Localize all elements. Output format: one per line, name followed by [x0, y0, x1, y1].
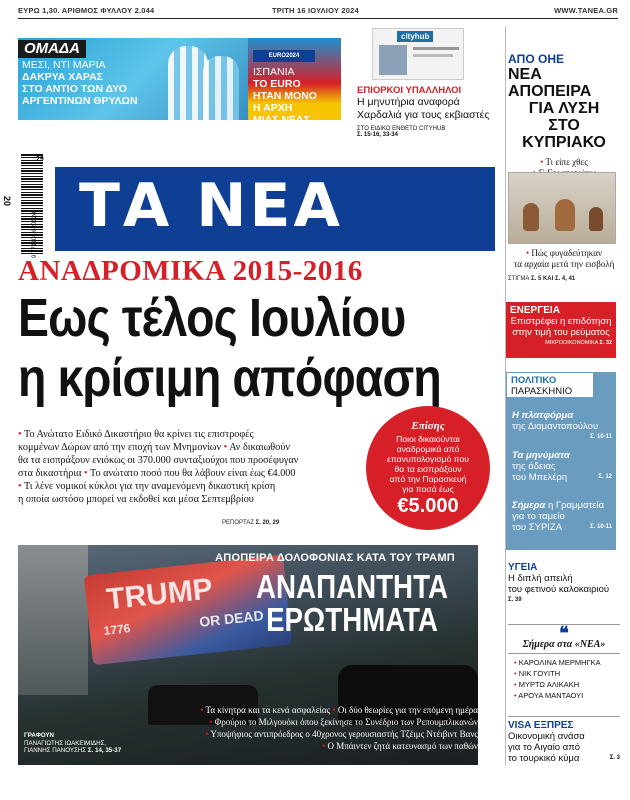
omada-right-line1: ΙΣΠΑΝΙΑ	[253, 66, 295, 78]
trump-bullet-row: • Τα κίνητρα και τα κενά ασφαλείας • Οι δύο θεωρίες για την επόμενη ημέρα	[200, 705, 478, 715]
energy-pages: Σ. 32	[599, 340, 612, 346]
cityhub-cover	[372, 28, 464, 80]
cityhub-kicker: ΕΠΙΟΡΚΟΙ ΥΠΑΛΛΗΛΟΙ	[357, 85, 462, 96]
circle-amount: €5.000	[397, 495, 459, 517]
health-text2: του φετινού καλοκαιριού	[508, 584, 610, 595]
pol3-c: για το ταμείο	[512, 511, 565, 522]
cityhub-logo: cityhub	[397, 31, 433, 42]
credit-pages: Σ. 14, 35-37	[87, 747, 122, 754]
trump-title-line1: ΑΝΑΠΑΝΤΗΤΑ	[256, 568, 448, 605]
pol2-pages: Σ. 12	[598, 474, 612, 480]
political-kicker2: ΠΑΡΑΣΚΗΝΙΟ	[511, 386, 573, 397]
energy-kicker: ΕΝΕΡΓΕΙΑ	[510, 305, 560, 316]
pol2-c: του Μπελέρη	[512, 472, 568, 483]
health-text1: Η διπλή απειλή	[508, 573, 573, 584]
pol3-pages: Σ. 10-11	[590, 524, 612, 530]
top-rule	[18, 18, 618, 19]
pol2-a: Τα μηνύματα	[512, 450, 570, 461]
omada-left-text	[22, 59, 138, 107]
today-item: • ΑΡΟΥΑ ΜΑΝΤΑΟΥΙ	[514, 691, 584, 700]
circle-label: Επίσης	[411, 420, 445, 432]
main-bullets	[18, 428, 368, 506]
today-name: ΚΑΡΟΛΙΝΑ ΜΕΡΜΗΓΚΑ	[518, 658, 601, 667]
today-name: ΑΡΟΥΑ ΜΑΝΤΑΟΥΙ	[518, 691, 584, 700]
bullet-item: στα δικαστήρια • Το ανώτατο ποσό που θα λάβουν είναι έως €4.000	[18, 468, 296, 479]
today-item: • ΚΑΡΟΛΙΝΑ ΜΕΡΜΗΓΚΑ	[514, 658, 601, 667]
credit-label: ΓΡΑΦΟΥΝ	[24, 732, 55, 739]
health-block	[508, 562, 618, 603]
circle-line: από την Παρασκευή	[389, 474, 467, 484]
bullet-text: θα τα εισπράξουν ενιόκως οι 370.000 συνταξιούχοι που προσέφυγαν	[18, 455, 299, 466]
omada-right-text	[253, 66, 317, 138]
energy-ref: ΜΙΚΡΟΟΙΚΟΝΟΜΙΚΑ	[545, 340, 598, 346]
omada-right-line2: ΤΟ EURO	[253, 78, 301, 90]
bullet-text: στα δικαστήρια	[18, 468, 82, 479]
website-link[interactable]: WWW.TANEA.GR	[554, 6, 618, 15]
bullet-text: Το Ανώτατο Ειδικό Δικαστήριο θα κρίνει τις επιστροφές	[23, 429, 254, 440]
cyprus-ref-label: ΣΤΙΓΜΑ	[508, 276, 530, 282]
political-kicker: ΠΟΛΙΤΙΚΟ	[511, 375, 557, 386]
circle-line: Ποιοι δικαιούνται	[396, 434, 460, 444]
circle-line: θα τα εισπράξουν	[394, 464, 462, 474]
omada-right-line6: ΕΠΟΧΗΣ	[253, 126, 297, 138]
flag-text-2: 1776	[102, 621, 132, 638]
today-name: ΜΥΡΤΩ ΑΛΙΚΑΚΗ	[518, 680, 580, 689]
price-issue: ΕΥΡΩ 1,30. ΑΡΙΘΜΟΣ ΦΥΛΛΟΥ 2.044	[18, 6, 155, 15]
bullet-text: Αν δικαιωθούν	[229, 442, 290, 453]
cyprus-b2: Πώς φυγαδεύτηκαν	[531, 248, 603, 258]
omada-left-line3: ΣΤΟ ΑΝΤΙΟ ΤΩΝ ΔΥΟ	[22, 83, 127, 95]
vase-1	[523, 203, 539, 231]
energy-text1: Επιστρέφει η επιδότηση	[510, 316, 612, 327]
vase-3	[589, 207, 603, 231]
cyprus-artifacts-photo	[508, 172, 616, 244]
cityhub-text-line	[413, 54, 453, 57]
cyprus-b2b: τα αρχαία μετά την εισβολή	[513, 259, 615, 269]
cyprus-title-2: ΓΙΑ ΛΥΣΗ	[528, 100, 600, 117]
trump-bullet-row: • Υποψήφιος αντιπρόεδρος ο 40χρονος γερουσιαστής Τζέιμς Ντέιβιντ Βανς	[205, 729, 478, 739]
cyprus-kicker: ΑΠΟ ΟΗΕ	[508, 52, 565, 66]
bullet-text: Τι λένε νομικοί κύκλοι για την αναμενόμενη δικαστική κρίση	[23, 481, 276, 492]
today-item: • ΜΥΡΤΩ ΑΛΙΚΑΚΗ	[514, 680, 580, 689]
trump-title	[248, 570, 456, 636]
trump-bullet: Τα κίνητρα και τα κενά ασφαλείας	[205, 705, 331, 715]
cyprus-b1: Τι είπε χθες	[545, 157, 588, 167]
barcode-issue: 29	[36, 156, 44, 163]
cyprus-ref	[508, 276, 575, 282]
today-title: Σήμερα στα «ΝΕΑ»	[508, 639, 620, 654]
today-list	[508, 657, 620, 701]
cyprus-block	[508, 52, 620, 190]
cityhub-text: Η μηνυτήρια αναφορά Χαρδαλιά για τους εκβιαστές	[357, 96, 490, 121]
vase-2	[555, 199, 575, 231]
visa-kicker: VISA ΕΞΠΡΕΣ	[508, 720, 574, 731]
political-item-1	[512, 410, 612, 443]
trump-bullet: Υποψήφιος αντιπρόεδρος ο 40χρονος γερουσιαστής Τζέιμς Ντέιβιντ Βανς	[210, 729, 478, 739]
bullet-item	[18, 454, 368, 467]
visa-pages: Σ. 3	[609, 755, 620, 761]
trump-kicker: ΑΠΟΠΕΙΡΑ ΔΟΛΟΦΟΝΙΑΣ ΚΑΤΑ ΤΟΥ ΤΡΑΜΠ	[215, 552, 455, 564]
main-kicker: ΑΝΑΔΡΟΜΙΚΑ 2015-2016	[18, 255, 363, 287]
trump-bullet: Οι δύο θεωρίες για την επόμενη ημέρα	[337, 705, 478, 715]
player-figure-1	[168, 46, 208, 120]
credit-names: ΠΑΝΑΓΙΩΤΗΣ ΙΩΑΚΕΙΜΙΔΗΣ,	[24, 739, 107, 747]
energy-text2: στην τιμή του ρεύματος	[512, 327, 610, 338]
omada-left-line2: ΔΑΚΡΥΑ ΧΑΡΑΣ	[22, 71, 103, 83]
pol2-b: της άδειας	[512, 461, 556, 472]
trump-bullets	[112, 704, 478, 752]
flag-text-3: OR DEAD	[198, 607, 265, 630]
visa-text2: για το Αιγαίο από	[508, 742, 581, 753]
cyprus-title-1: ΝΕΑ ΑΠΟΠΕΙΡΑ	[508, 66, 592, 100]
report-label: ΡΕΠΟΡΤΑΖ	[222, 520, 254, 526]
trump-bullet-row: • Ο Μπάιντεν ζητά κατευνασμό των παθών	[322, 741, 478, 751]
bullet-item: • Το Ανώτατο Ειδικό Δικαστήριο θα κρίνει τις επιστροφές	[18, 429, 254, 440]
omada-left-line4: ΑΡΓΕΝΤΙΝΩΝ ΘΡΥΛΩΝ	[22, 95, 138, 107]
trump-bullet: Φρούριο το Μιλγουόκι όπου ξεκίνησε το Συνέδριο των Ρεπουμπλικανών	[214, 717, 478, 727]
cyprus-bullet-2: • Πώς φυγαδεύτηκαν τα αρχαία μετά την εισβολή	[508, 248, 620, 270]
political-header	[506, 372, 594, 398]
cityhub-text-line	[413, 47, 459, 50]
main-headline-line1: Εως τέλος Ιουλίου	[18, 288, 406, 348]
pol3-b: η Γραμματεία	[547, 500, 605, 511]
euro-badge: EURO2024	[253, 50, 315, 62]
pol3-a: Σήμερα	[512, 500, 546, 511]
pol1-b: της Διαμαντοπούλου	[512, 421, 599, 432]
political-item-3	[512, 500, 612, 533]
cityhub-pages: Σ. 15-16, 33-34	[357, 132, 398, 138]
quote-icon: ❝	[559, 623, 569, 643]
bullet-text: η οποία ωστόσο μπορεί να εκδοθεί και μέσα Σεπτεμβρίου	[18, 494, 254, 505]
today-name: ΝΙΚ ΓΟΥΙΤΗ	[518, 669, 561, 678]
health-kicker: ΥΓΕΙΑ	[508, 562, 538, 573]
circle-text	[366, 434, 490, 494]
today-block	[508, 624, 620, 701]
masthead-bar	[18, 4, 618, 18]
health-pages: Σ. 39	[508, 597, 522, 603]
bullet-item	[18, 493, 368, 506]
trump-credit	[24, 732, 121, 755]
cityhub-ref: ΣΤΟ ΕΙΔΙΚΟ ΕΝΘΕΤΟ CITYHUB	[357, 126, 446, 132]
cityhub-photo	[379, 45, 407, 75]
newspaper-logo: ΤΑ ΝΕΑ	[79, 171, 343, 241]
cyprus-title-3: ΣΤΟ ΚΥΠΡΙΑΚΟ	[522, 117, 606, 151]
pol1-pages: Σ. 10-11	[590, 434, 612, 440]
main-report-ref	[222, 520, 279, 526]
bullet-item: κομμένων Δώρων από την εποχή των Μνημονίων • Αν δικαιωθούν	[18, 442, 290, 453]
trump-bullet-row: • Φρούριο το Μιλγουόκι όπου ξεκίνησε το Συνέδριο των Ρεπουμπλικανών	[209, 717, 478, 727]
cityhub-block	[357, 85, 497, 138]
also-circle	[366, 406, 490, 530]
omada-right-line4: Η ΑΡΧΗ	[253, 102, 293, 114]
circle-line: για ποσά έως	[402, 484, 454, 494]
circle-line: αναδρομικά από	[396, 444, 460, 454]
pol1-a: Η πλατφόρμα	[512, 410, 574, 421]
cyprus-ref-pages: Σ. 5 ΚΑΙ Σ. 4, 41	[531, 276, 576, 282]
barcode-digits: 9 771108 620124	[32, 211, 38, 258]
bullet-item: • Τι λένε νομικοί κύκλοι για την αναμενόμενη δικαστική κρίση	[18, 481, 276, 492]
trump-bullet: Ο Μπάιντεν ζητά κατευνασμό των παθών	[327, 741, 478, 751]
date: ΤΡΙΤΗ 16 ΙΟΥΛΙΟΥ 2024	[272, 6, 359, 15]
cyprus-bullet-1: • Τι είπε χθες	[508, 157, 620, 190]
political-box	[506, 372, 616, 550]
player-figure-2	[203, 56, 239, 120]
report-pages: Σ. 20, 29	[255, 520, 280, 526]
omada-tag: ΟΜΑΔΑ	[18, 40, 86, 58]
omada-right-line3: ΗΤΑΝ ΜΟΝΟ	[253, 90, 317, 102]
building-left	[18, 545, 88, 695]
trump-title-line2: ΕΡΩΤΗΜΑΤΑ	[266, 601, 438, 638]
visa-block	[508, 716, 620, 764]
today-item: • ΝΙΚ ΓΟΥΙΤΗ	[514, 669, 561, 678]
spine-number: 20	[2, 195, 13, 207]
visa-text3: το τουρκικό κύμα	[508, 753, 580, 764]
main-headline-line2: η κρίσιμη απόφαση	[18, 348, 441, 408]
omada-right-line5: ΜΙΑΣ ΝΕΑΣ	[253, 114, 310, 126]
political-item-2	[512, 450, 612, 483]
pol3-d: του ΣΥΡΙΖΑ	[512, 522, 563, 533]
logo-band	[55, 167, 495, 251]
flag-text-1: TRUMP	[104, 572, 215, 617]
energy-block	[506, 302, 616, 358]
visa-text1: Οικονομική ανάσα	[508, 731, 585, 742]
bullet-text: Το ανώτατο ποσό που θα λάβουν είναι έως €4.000	[89, 468, 296, 479]
credit-names: ΓΙΑΝΝΗΣ ΠΑΝΟΥΣΗΣ	[24, 747, 87, 754]
circle-line: επανυπολογισμό που	[387, 454, 469, 464]
omada-left-line1: ΜΕΣΙ, ΝΤΙ ΜΑΡΙΑ	[22, 59, 106, 71]
bullet-text: κομμένων Δώρων από την εποχή των Μνημονίων	[18, 442, 222, 453]
